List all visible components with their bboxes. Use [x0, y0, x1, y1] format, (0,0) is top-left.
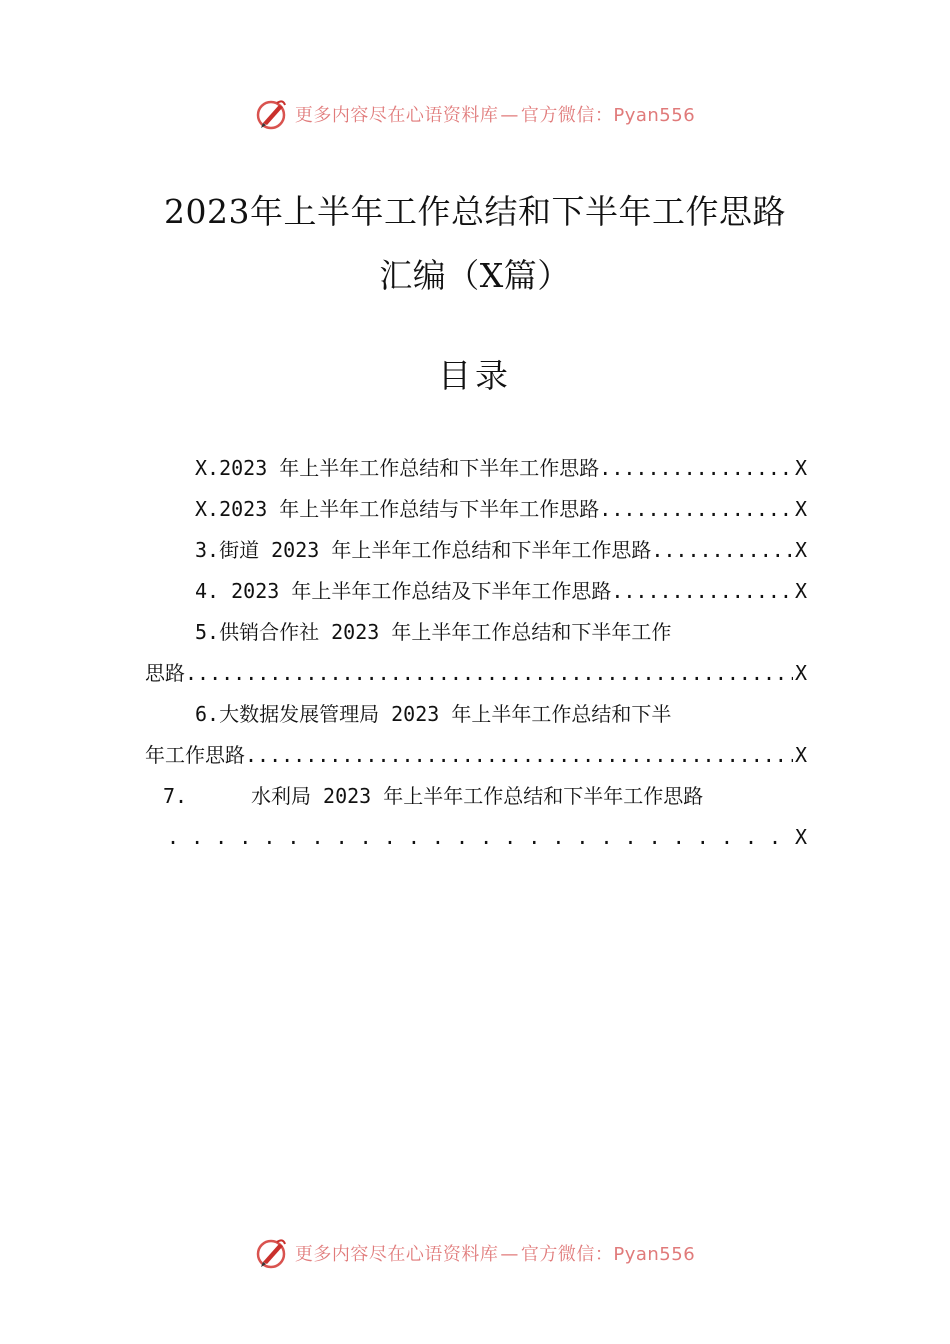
leader-dots	[599, 448, 793, 489]
toc-entry-text: 5.供销合作社 2023 年上半年工作总结和下半年工作	[195, 620, 672, 644]
document-title-line1: 2023年上半年工作总结和下半年工作思路	[164, 192, 786, 231]
toc-page-number: X	[794, 743, 807, 767]
toc-entry-5[interactable]	[145, 612, 807, 694]
document-title-line2: 汇编（X篇）	[379, 256, 571, 295]
toc-heading: 目录	[438, 356, 512, 395]
leader-dots	[611, 571, 793, 612]
toc-page-number: X	[794, 497, 807, 521]
pen-in-circle-logo-icon	[255, 97, 289, 131]
toc-entry-6[interactable]	[145, 694, 807, 776]
toc-entry-2[interactable]	[145, 489, 807, 530]
toc-entry-text: 4. 2023 年上半年工作总结及下半年工作思路	[195, 579, 612, 603]
toc-page-number: X	[794, 661, 807, 685]
leader-dots	[167, 817, 793, 858]
toc-entry-1[interactable]	[145, 448, 807, 489]
table-of-contents	[145, 448, 807, 858]
watermark-footer	[0, 1233, 950, 1273]
toc-entry-continuation: 思路	[145, 661, 185, 685]
toc-entry-text: X.2023 年上半年工作总结与下半年工作思路	[195, 497, 600, 521]
leader-dots	[599, 489, 793, 530]
toc-page-number: X	[794, 538, 807, 562]
toc-entry-text: 3.街道 2023 年上半年工作总结和下半年工作思路	[195, 538, 652, 562]
leader-dots	[651, 530, 793, 571]
toc-entry-text: 6.大数据发展管理局 2023 年上半年工作总结和下半	[195, 702, 672, 726]
toc-entry-text: 水利局 2023 年上半年工作总结和下半年工作思路	[251, 784, 704, 808]
toc-entry-3[interactable]	[145, 530, 807, 571]
pen-in-circle-logo-icon	[255, 1236, 289, 1270]
watermark-text: 更多内容尽在心语资料库 — 官方微信：Pyan556	[294, 1244, 696, 1265]
toc-page-number: X	[794, 579, 807, 603]
leader-dots	[185, 653, 793, 694]
watermark-header	[0, 94, 950, 134]
toc-entry-4[interactable]	[145, 571, 807, 612]
toc-entry-continuation: 年工作思路	[145, 743, 245, 767]
leader-dots	[245, 735, 793, 776]
toc-page-number: X	[794, 456, 807, 480]
toc-entry-7[interactable]	[145, 776, 807, 858]
toc-entry-text: X.2023 年上半年工作总结和下半年工作思路	[195, 456, 600, 480]
toc-page-number: X	[794, 825, 807, 849]
watermark-text: 更多内容尽在心语资料库 — 官方微信：Pyan556	[294, 105, 696, 126]
toc-entry-number: 7.	[163, 784, 188, 808]
